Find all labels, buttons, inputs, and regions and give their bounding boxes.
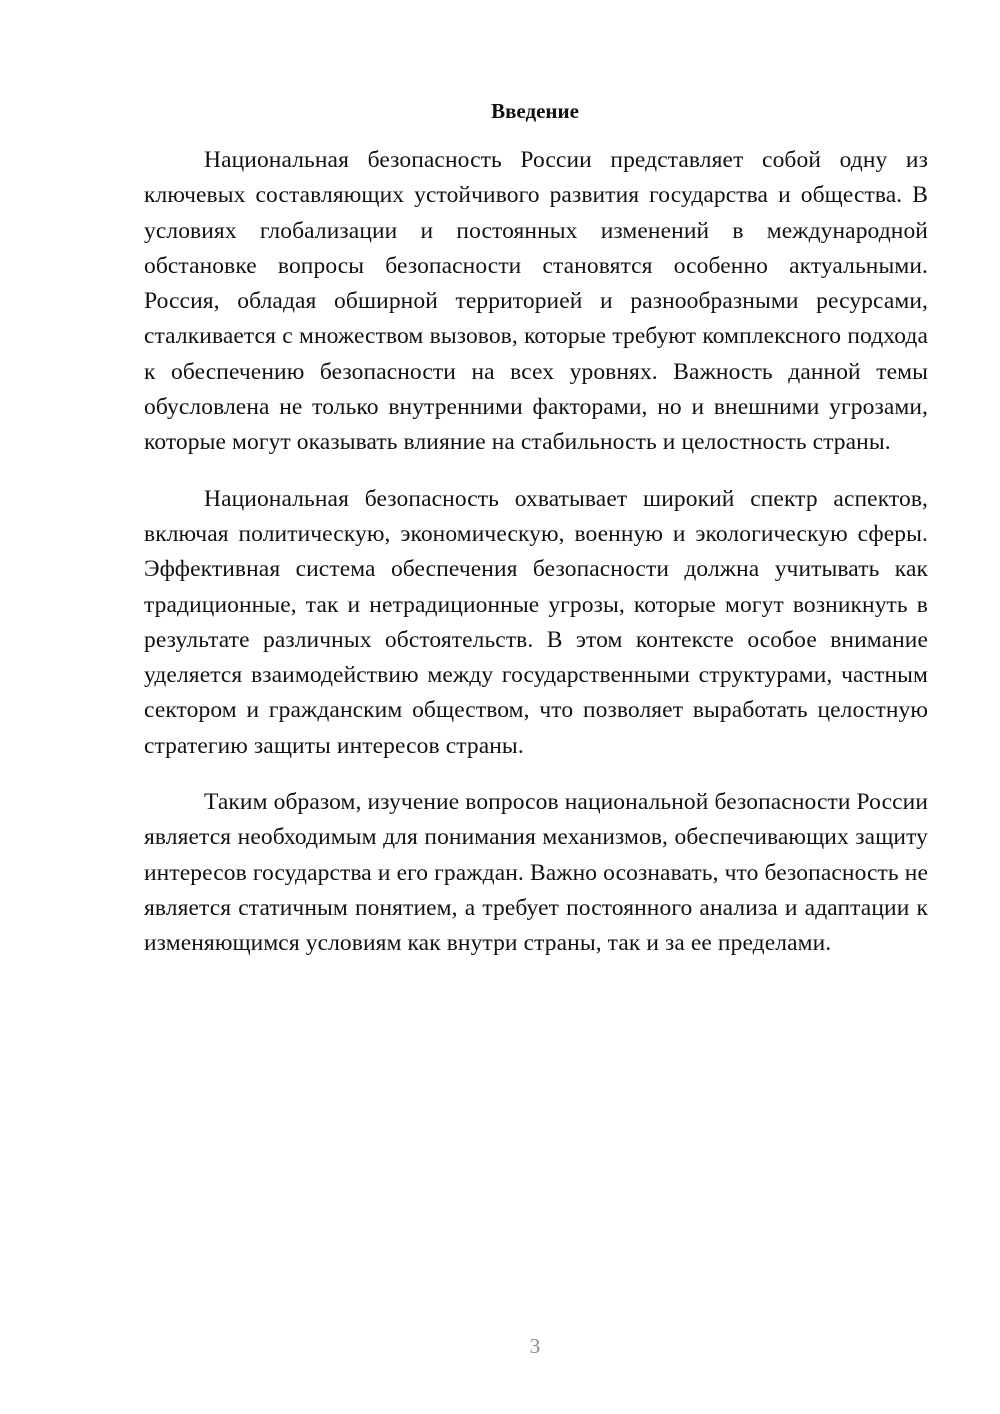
section-title: Введение — [491, 99, 579, 123]
paragraph-2: Национальная безопасность охватывает широкий спектр аспектов, включая политическую, экономическую, военную и экологическую сферы. Эффективная система обеспечения безопасности должна учитывать как традиционные, так и нетрадиционные угрозы, которые могут возникнуть в результате различных обстоятельств. В этом контексте особое внимание уделяется взаимодействию между государственными структурами, частным сектором и гражданским обществом, что позволяет выработать целостную стратегию защиты интересов страны. — [144, 485, 928, 759]
page-number: 3 — [529, 1334, 541, 1358]
body-text — [144, 143, 928, 983]
paragraph-1: Национальная безопасность России представляет собой одну из ключевых составляющих устойчивого развития государства и общества. В условиях глобализации и постоянных изменений в международной обстановке вопросы безопасности становятся особенно актуальными. Россия, обладая обширной территорией и разнообразными ресурсами, сталкивается с множеством вызовов, которые требуют комплексного подхода к обеспечению безопасности на всех уровнях. Важность данной темы обусловлена не только внутренними факторами, но и внешними угрозами, которые могут оказывать влияние на стабильность и целостность страны. — [144, 147, 928, 456]
paragraph-3: Таким образом, изучение вопросов национальной безопасности России является необходимым для понимания механизмов, обеспечивающих защиту интересов государства и его граждан. Важно осознавать, что безопасность не является статичным понятием, а требует постоянного анализа и адаптации к изменяющимся условиям как внутри страны, так и за ее пределами. — [144, 789, 928, 957]
